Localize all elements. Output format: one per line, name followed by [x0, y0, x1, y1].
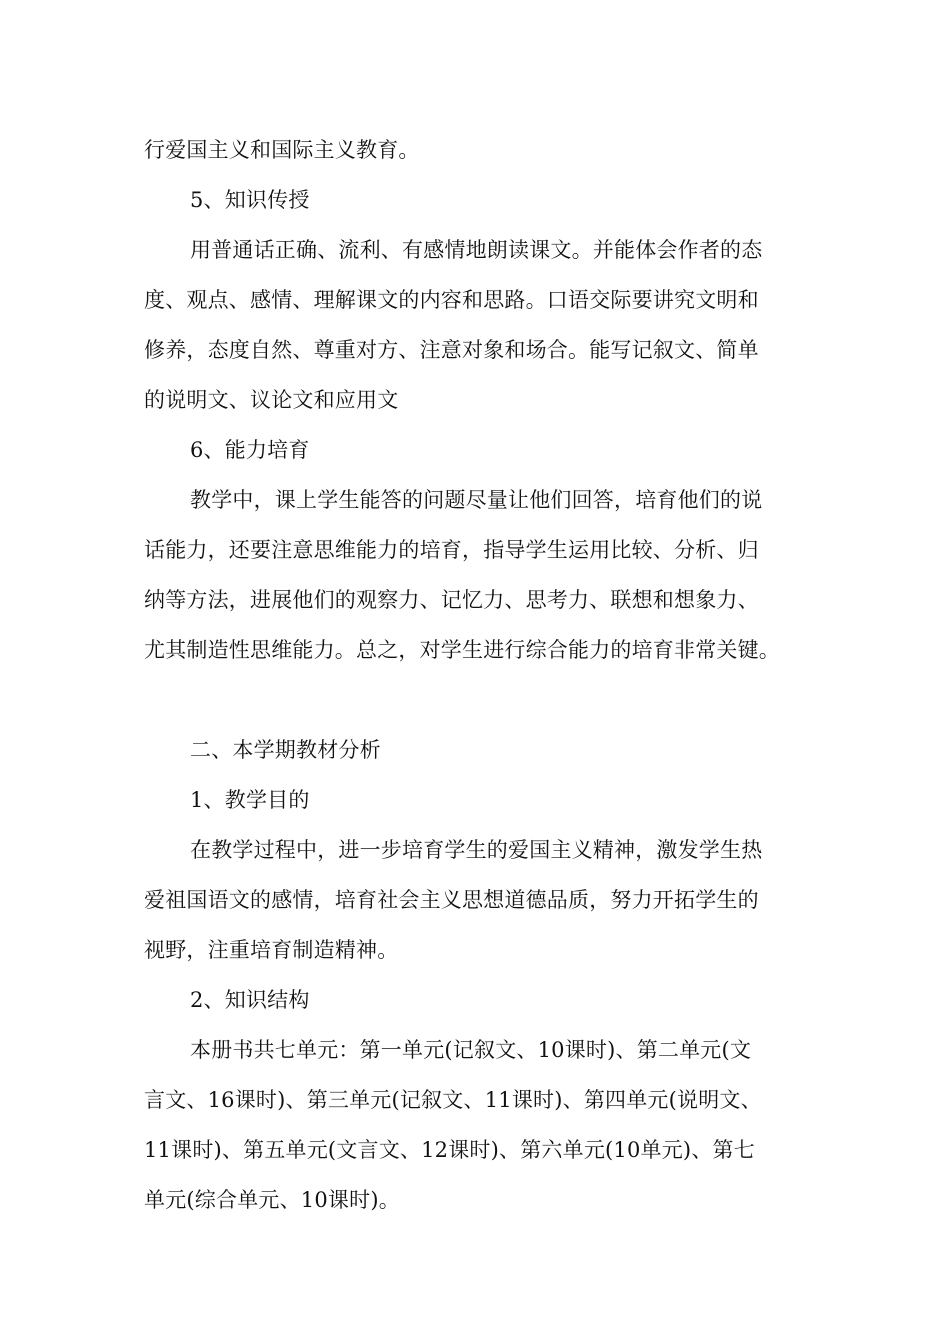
heading-knowledge-structure: 2、知识结构: [190, 988, 310, 1012]
paragraph-line: 言文、16课时)、第三单元(记叙文、11课时)、第四单元(说明文、: [144, 1088, 762, 1112]
paragraph-line: 纳等方法，进展他们的观察力、记忆力、思考力、联想和想象力、: [144, 588, 759, 612]
text-line-continuation: 行爱国主义和国际主义教育。: [144, 138, 420, 162]
paragraph-line: 修养，态度自然、尊重对方、注意对象和场合。能写记叙文、简单: [144, 338, 759, 362]
heading-teaching-purpose: 1、教学目的: [190, 788, 310, 812]
paragraph-line: 教学中，课上学生能答的问题尽量让他们回答，培育他们的说: [190, 488, 763, 512]
paragraph-line: 话能力，还要注意思维能力的培育，指导学生运用比较、分析、归: [144, 538, 759, 562]
heading-knowledge-transfer: 5、知识传授: [190, 188, 310, 212]
paragraph-line: 11课时)、第五单元(文言文、12课时)、第六单元(10单元)、第七: [144, 1138, 755, 1162]
section-heading-textbook-analysis: 二、本学期教材分析: [190, 738, 381, 762]
paragraph-line: 用普通话正确、流利、有感情地朗读课文。并能体会作者的态: [190, 238, 763, 262]
paragraph-line: 在教学过程中，进一步培育学生的爱国主义精神，激发学生热: [190, 838, 763, 862]
paragraph-line: 的说明文、议论文和应用文: [144, 388, 399, 412]
paragraph-line: 单元(综合单元、10课时)。: [144, 1188, 400, 1212]
paragraph-line: 本册书共七单元：第一单元(记叙文、10课时)、第二单元(文: [190, 1038, 752, 1062]
paragraph-line: 度、观点、感情、理解课文的内容和思路。口语交际要讲究文明和: [144, 288, 759, 312]
paragraph-line: 尤其制造性思维能力。总之，对学生进行综合能力的培育非常关键。: [144, 638, 780, 662]
heading-ability-cultivation: 6、能力培育: [190, 438, 310, 462]
paragraph-line: 爱祖国语文的感情，培育社会主义思想道德品质，努力开拓学生的: [144, 888, 759, 912]
paragraph-line: 视野，注重培育制造精神。: [144, 938, 399, 962]
